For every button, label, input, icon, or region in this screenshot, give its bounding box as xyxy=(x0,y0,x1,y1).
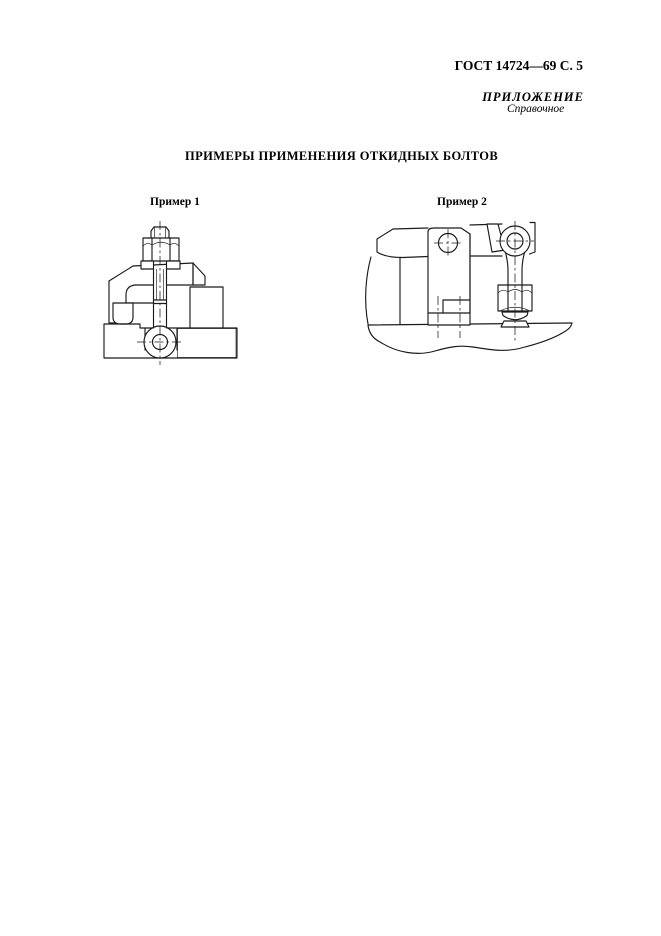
hex-nut xyxy=(143,238,179,261)
example-2-drawing xyxy=(366,221,572,353)
hinged-bolt xyxy=(141,227,180,358)
workpiece-block xyxy=(190,287,223,328)
break-line xyxy=(368,323,572,353)
appendix-label: ПРИЛОЖЕНИЕ xyxy=(482,90,584,104)
pivot-column xyxy=(113,303,133,324)
example-1-drawing xyxy=(104,221,237,365)
figure-1-label: Пример 1 xyxy=(150,196,200,208)
gost-standard-number: ГОСТ 14724—69 С. 5 xyxy=(454,58,583,73)
lug-plate xyxy=(428,228,470,338)
appendix-type: Справочное xyxy=(507,103,565,115)
figure-2-label: Пример 2 xyxy=(437,196,487,208)
page-title: ПРИМЕРЫ ПРИМЕНЕНИЯ ОТКИДНЫХ БОЛТОВ xyxy=(185,149,499,163)
